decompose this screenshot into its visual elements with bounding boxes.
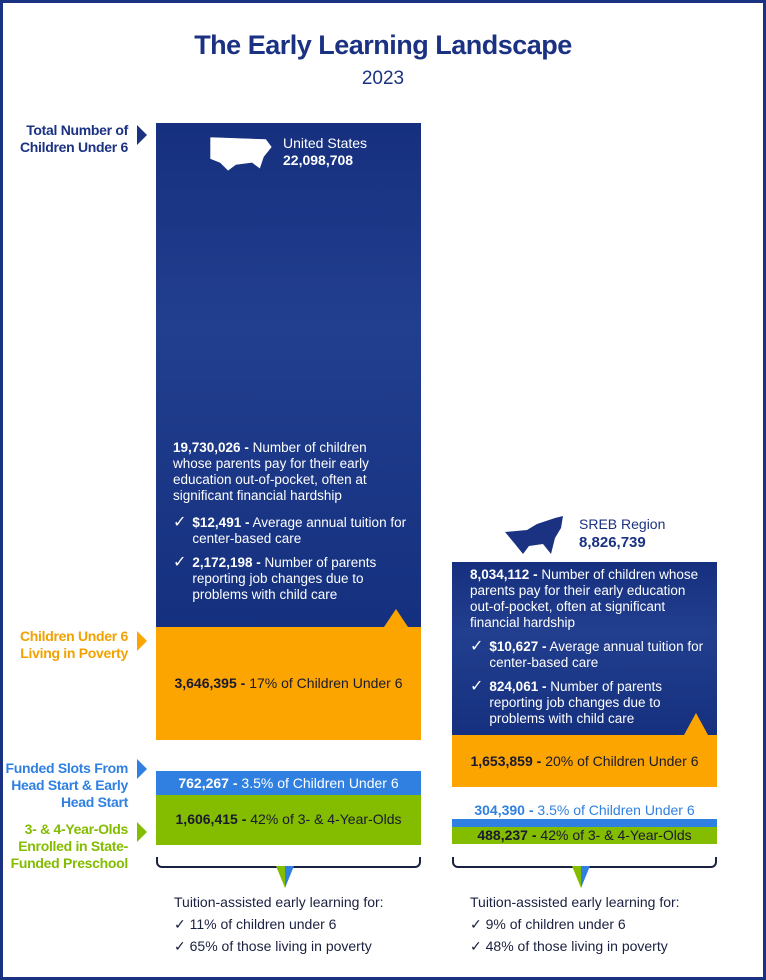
us-poverty-text: 17% of Children Under 6	[249, 675, 403, 691]
sreb-tuition-text: Average annual tuition for center-based care	[489, 639, 704, 670]
us-hs-num: 762,267 -	[178, 775, 238, 791]
check-icon: ✓	[470, 678, 484, 695]
us-pre-num: 1,606,415 -	[175, 811, 247, 827]
us-footer	[174, 891, 384, 957]
us-region-name: United States	[283, 135, 368, 151]
check-icon: ✓	[470, 938, 486, 954]
sreb-jobs-num: 824,061 -	[489, 679, 547, 694]
check-icon: ✓	[174, 916, 190, 932]
us-total-block	[156, 123, 421, 627]
check-icon: ✓	[173, 554, 187, 571]
label-head-start: Funded Slots From Head Start & Early Head Start	[5, 760, 128, 810]
check-icon: ✓	[470, 916, 486, 932]
label-total: Total Number of Children Under 6	[20, 122, 128, 155]
check-icon: ✓	[470, 638, 484, 655]
us-jobs-text: Number of parents reporting job changes due to problems with child care	[192, 555, 377, 602]
sreb-checklist	[470, 631, 710, 727]
sreb-poverty-text: 20% of Children Under 6	[545, 753, 699, 769]
us-checklist	[173, 507, 408, 603]
sreb-preschool-bar	[452, 827, 717, 844]
sreb-hs-num: 304,390 -	[474, 802, 534, 818]
triangle-marker	[384, 609, 408, 627]
us-foot-2: 65% of those living in poverty	[189, 938, 372, 954]
page-title: The Early Learning Landscape	[194, 30, 572, 60]
sreb-poverty-num: 1,653,859 -	[470, 753, 542, 769]
sreb-map-icon	[503, 514, 569, 556]
label-poverty: Children Under 6 Living in Poverty	[20, 628, 128, 661]
us-hs-text: 3.5% of Children Under 6	[241, 775, 399, 791]
us-pay-num: 19,730,026 -	[173, 440, 249, 455]
sreb-foot-1: 9% of children under 6	[485, 916, 626, 932]
us-foot-1: 11% of children under 6	[189, 916, 337, 932]
arrow-right-icon	[137, 125, 147, 145]
us-pre-text: 42% of 3- & 4-Year-Olds	[250, 811, 402, 827]
sreb-pre-num: 488,237 -	[477, 827, 537, 843]
check-icon: ✓	[173, 514, 187, 531]
sreb-total-block	[452, 562, 717, 735]
sreb-region-name: SREB Region	[579, 516, 666, 532]
triangle-marker	[684, 713, 708, 735]
sreb-foot-2: 48% of those living in poverty	[485, 938, 668, 954]
combined-triangle-icon	[572, 866, 590, 888]
sreb-tuition-num: $10,627 -	[489, 639, 547, 654]
arrow-right-icon	[137, 631, 147, 651]
combined-triangle-icon	[276, 866, 294, 888]
us-total-value: 22,098,708	[283, 152, 354, 168]
us-poverty-bar	[156, 627, 421, 740]
sreb-total-value: 8,826,739	[579, 534, 646, 551]
sreb-foot-title: Tuition-assisted early learning for:	[470, 894, 680, 910]
check-icon: ✓	[174, 938, 190, 954]
sreb-jobs-text: Number of parents reporting job changes due to problems with child care	[489, 679, 663, 726]
us-pay-stat	[173, 440, 408, 504]
us-preschool-bar	[156, 795, 421, 845]
us-poverty-num: 3,646,395 -	[174, 675, 246, 691]
us-tuition-text: Average annual tuition for center-based care	[192, 515, 407, 546]
sreb-footer	[470, 891, 680, 957]
sreb-head-start-bar	[452, 819, 717, 827]
us-foot-title: Tuition-assisted early learning for:	[174, 894, 384, 910]
us-map-icon	[206, 133, 274, 173]
sreb-pre-text: 42% of 3- & 4-Year-Olds	[540, 827, 692, 843]
us-pay-text: Number of children whose parents pay for their early education out-of-pocket, often at significant financial hardship	[173, 440, 369, 503]
us-tuition-num: $12,491 -	[192, 515, 250, 530]
sreb-head-start-label	[452, 802, 717, 818]
sreb-pay-text: Number of children whose parents pay for their early education out-of-pocket, often at significant financial hardship	[470, 567, 699, 630]
us-jobs-num: 2,172,198 -	[192, 555, 261, 570]
sreb-poverty-bar	[452, 735, 717, 787]
arrow-right-icon	[137, 759, 147, 779]
page-year: 2023	[361, 68, 405, 89]
arrow-right-icon	[137, 822, 147, 842]
us-head-start-bar	[156, 771, 421, 795]
sreb-hs-text: 3.5% of Children Under 6	[537, 802, 695, 818]
label-preschool: 3- & 4-Year-Olds Enrolled in State-Funded Preschool	[10, 821, 128, 871]
sreb-pay-stat	[470, 567, 710, 631]
sreb-pay-num: 8,034,112 -	[470, 567, 538, 582]
